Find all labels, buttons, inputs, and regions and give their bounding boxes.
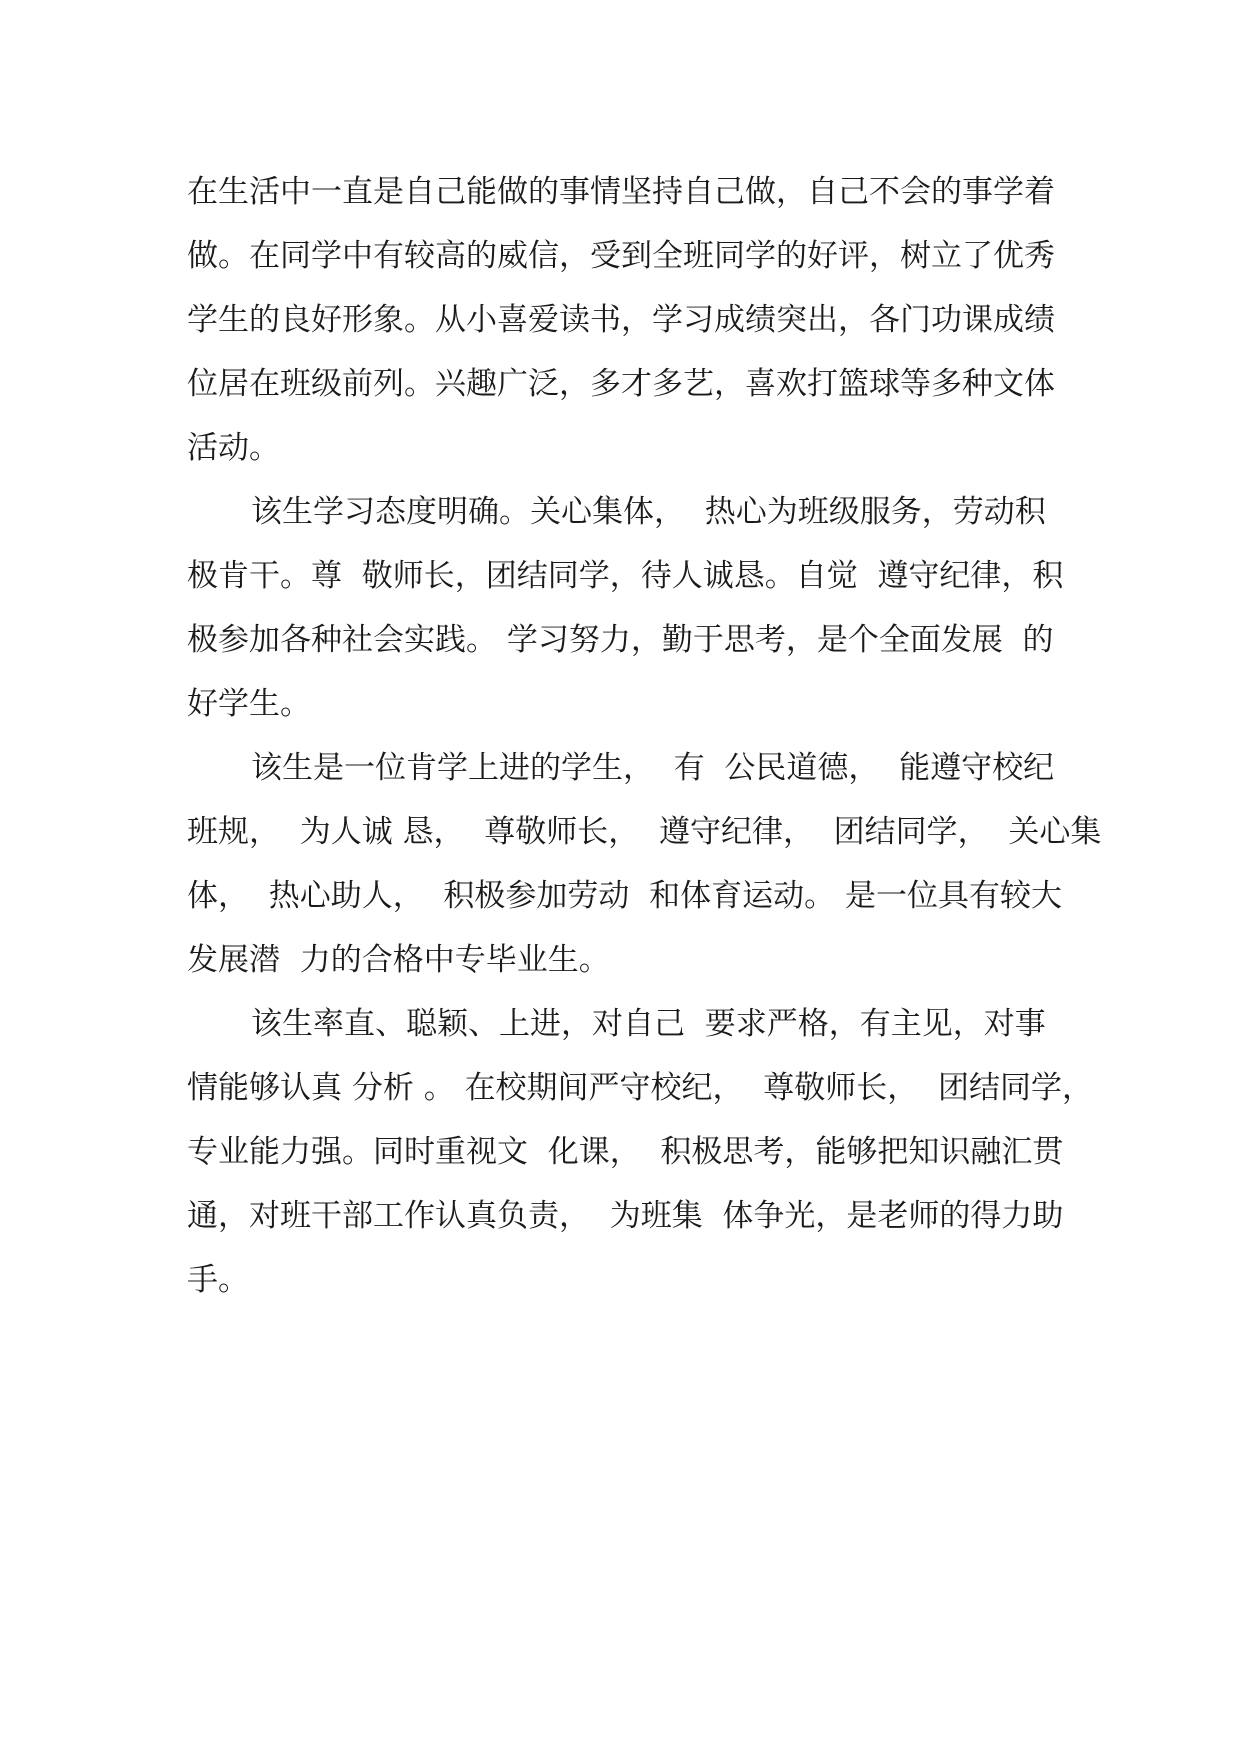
paragraph-line: 班规， 为人诚 恳， 尊敬师长， 遵守纪律， 团结同学， 关心集 [187, 814, 1102, 850]
paragraph-1 [187, 160, 1067, 480]
paragraph-line: 发展潜 力的合格中专毕业生。 [187, 942, 610, 978]
document-body [187, 160, 1102, 1312]
paragraph-line: 专业能力强。同时重视文 化课， 积极思考，能够把知识融汇贯 [187, 1134, 1064, 1170]
paragraph-line: 情能够认真 分析 。 在校期间严守校纪， 尊敬师长， 团结同学， [187, 1070, 1093, 1106]
paragraph-4 [187, 992, 1093, 1312]
paragraph-line: 活动。 [187, 430, 280, 466]
paragraph-3 [187, 736, 1102, 992]
paragraph-line: 手。 [187, 1262, 249, 1298]
paragraph-line: 极参加各种社会实践。 学习努力，勤于思考，是个全面发展 的 [187, 622, 1054, 658]
paragraph-line: 该生是一位肯学上进的学生， 有 公民道德， 能遵守校纪 [251, 750, 1055, 786]
paragraph-line: 体， 热心助人， 积极参加劳动 和体育运动。 是一位具有较大 [187, 878, 1062, 914]
paragraph-line: 做。在同学中有较高的威信，受到全班同学的好评，树立了优秀 [187, 238, 1055, 274]
paragraph-2 [187, 480, 1067, 736]
paragraph-line: 学生的良好形象。从小喜爱读书，学习成绩突出，各门功课成绩 [187, 302, 1055, 338]
paragraph-line: 极肯干。尊 敬师长，团结同学，待人诚恳。自觉 遵守纪律，积 [187, 558, 1064, 594]
paragraph-line: 位居在班级前列。兴趣广泛，多才多艺，喜欢打篮球等多种文体 [187, 366, 1055, 402]
paragraph-line: 在生活中一直是自己能做的事情坚持自己做，自己不会的事学着 [187, 174, 1055, 210]
paragraph-line: 该生率直、聪颖、上进，对自己 要求严格，有主见，对事 [251, 1006, 1046, 1042]
paragraph-line: 该生学习态度明确。关心集体， 热心为班级服务，劳动积 [251, 494, 1046, 530]
paragraph-line: 通，对班干部工作认真负责， 为班集 体争光，是老师的得力助 [187, 1198, 1064, 1234]
paragraph-line: 好学生。 [187, 686, 311, 722]
